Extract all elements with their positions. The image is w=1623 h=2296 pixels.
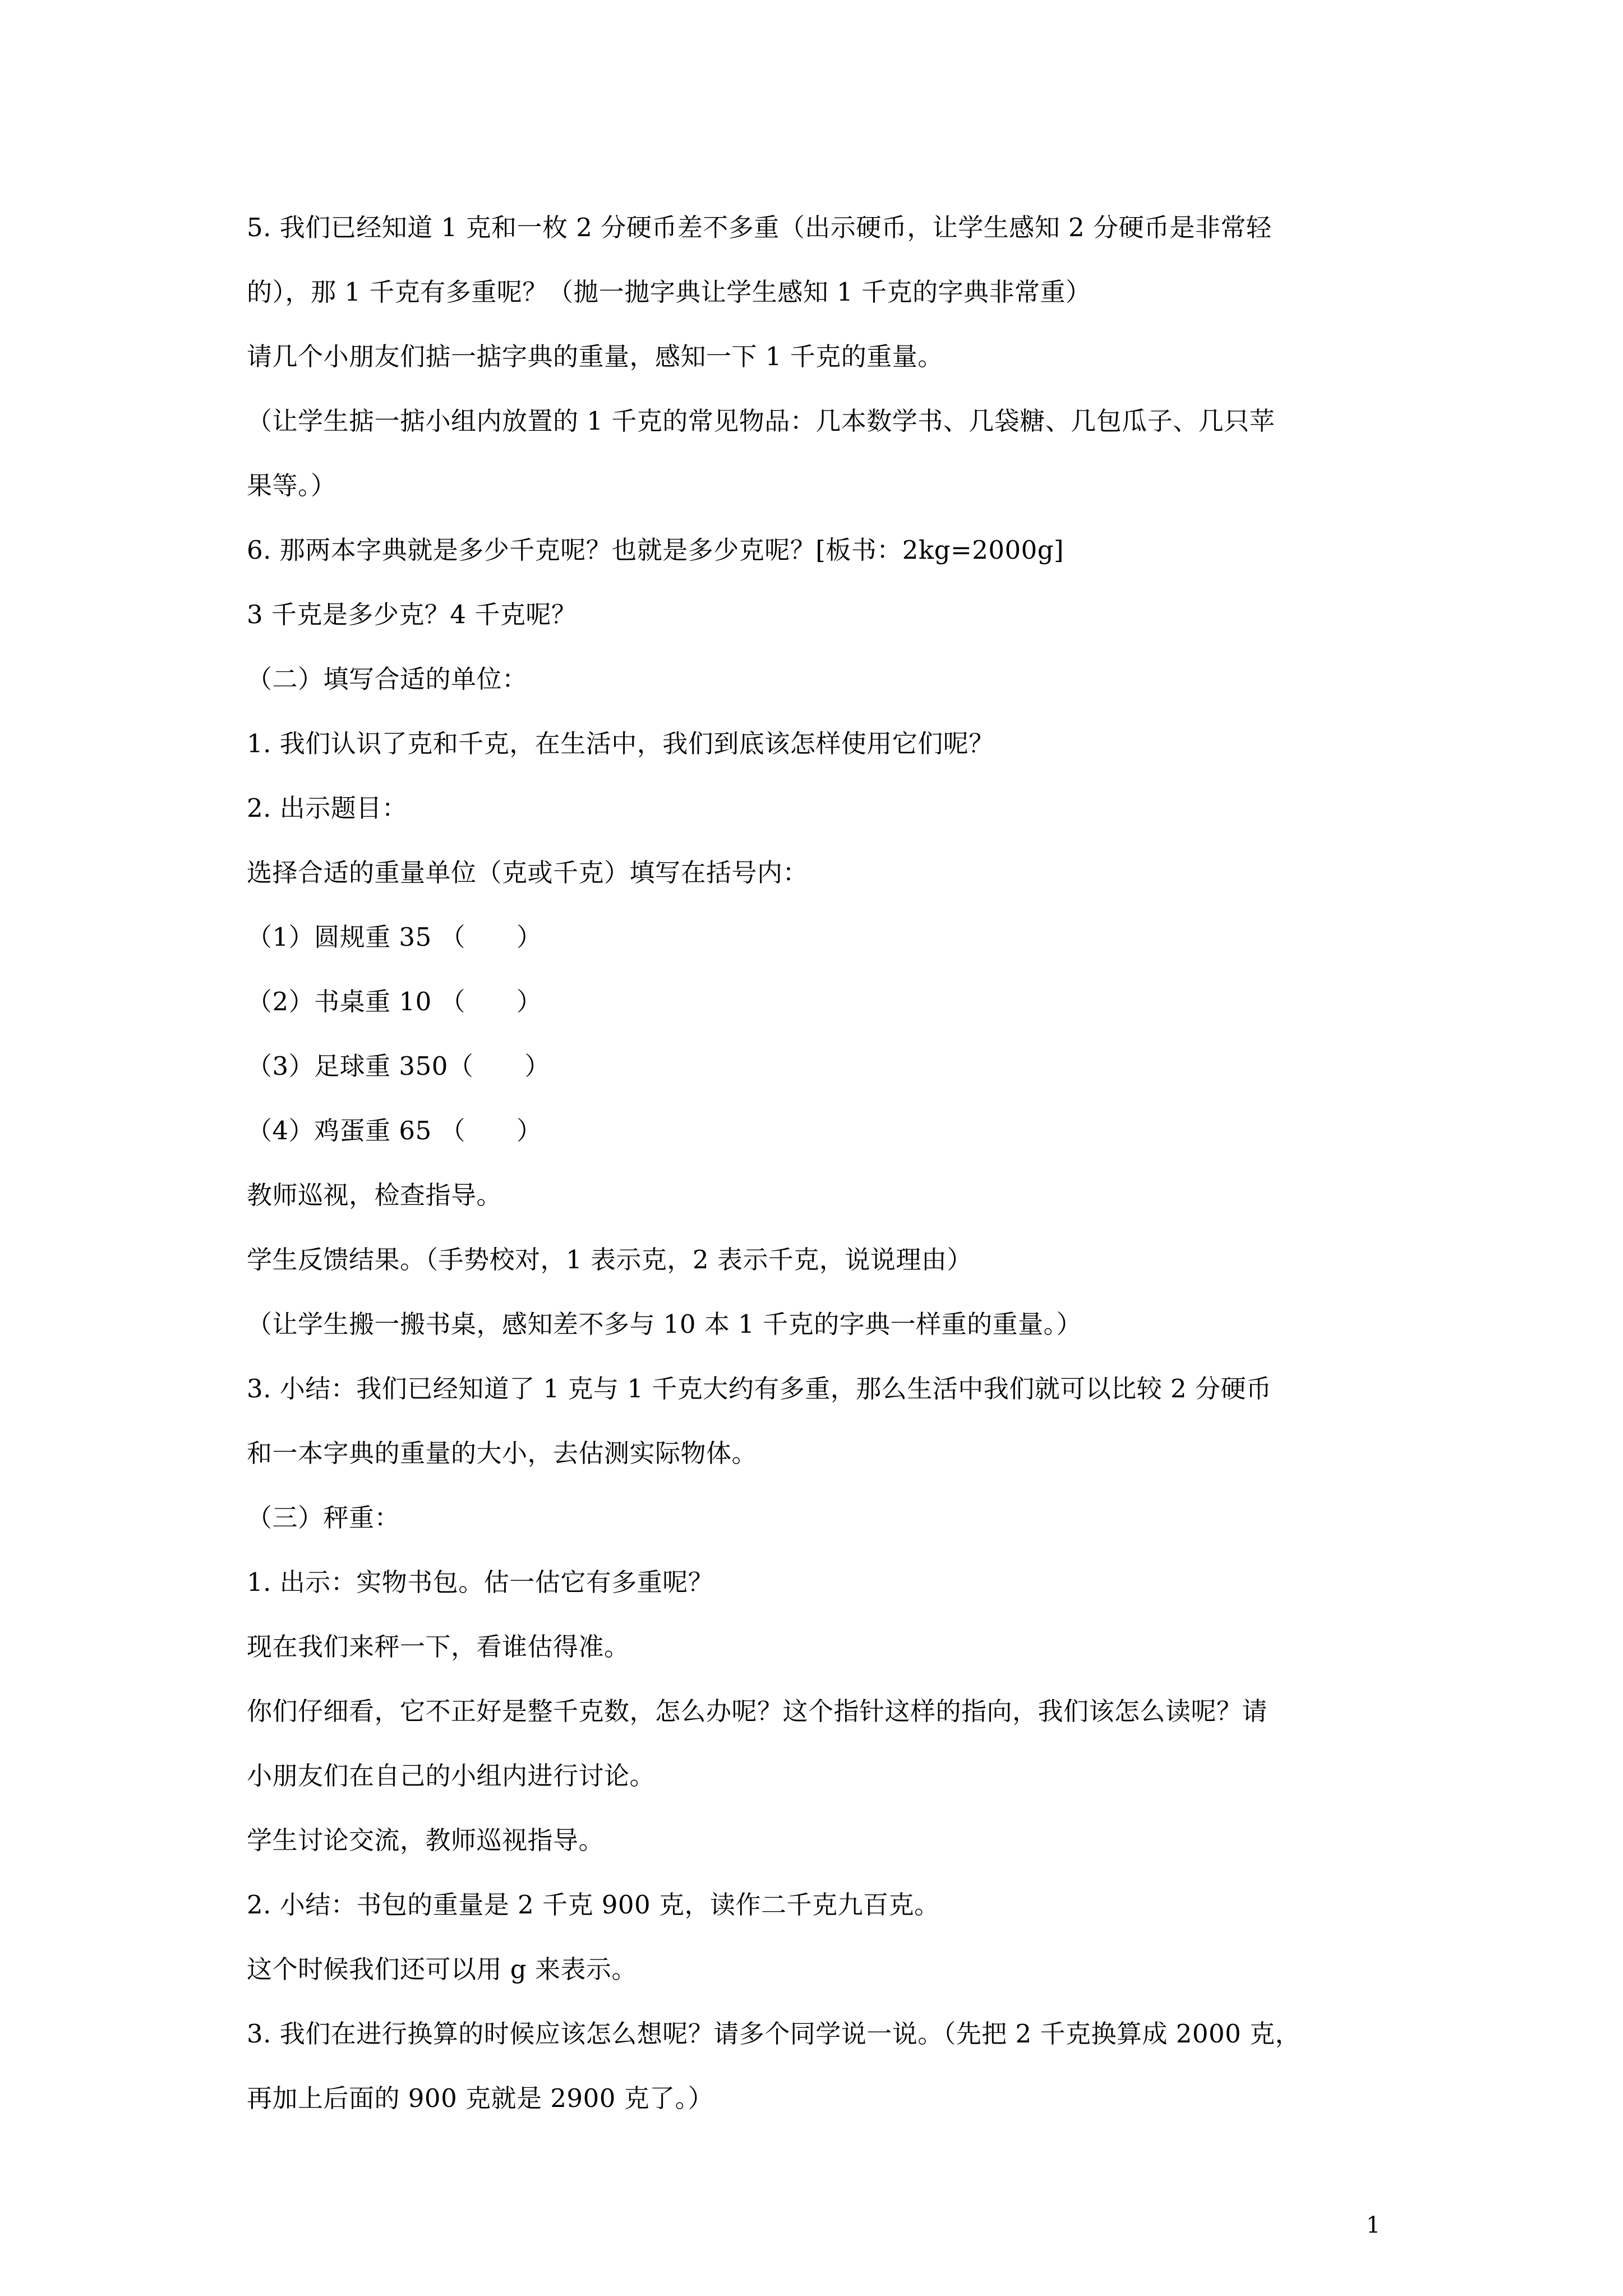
text-line: 学生反馈结果。（手势校对，1 表示克，2 表示千克，说说理由） [247,1245,972,1274]
text-line: 小朋友们在自己的小组内进行讨论。 [247,1761,656,1791]
document-body [247,212,1402,2147]
text-line: 请几个小朋友们掂一掂字典的重量，感知一下 1 千克的重量。 [247,342,943,371]
text-line: （让学生掂一掂小组内放置的 1 千克的常见物品：几本数学书、几袋糖、几包瓜子、几只苹 [247,406,1275,436]
text-line: 现在我们来秤一下，看谁估得准。 [247,1632,630,1662]
text-line: 2. 出示题目： [247,793,408,823]
text-line: 你们仔细看，它不正好是整千克数，怎么办呢？这个指针这样的指向，我们该怎么读呢？请 [247,1696,1268,1726]
exercise-item: （3）足球重 350（ ） [247,1051,550,1081]
text-line: （让学生搬一搬书桌，感知差不多与 10 本 1 千克的字典一样重的重量。） [247,1309,1082,1339]
text-line: 5. 我们已经知道 1 克和一枚 2 分硬币差不多重（出示硬币，让学生感知 2 分硬币是非常轻 [247,213,1272,242]
text-line: 3. 我们在进行换算的时候应该怎么想呢？请多个同学说一说。（先把 2 千克换算成 2000 克， [247,2019,1301,2049]
text-line: 1. 出示：实物书包。估一估它有多重呢？ [247,1567,714,1597]
section-heading: （二）填写合适的单位： [247,664,528,694]
text-line: 学生讨论交流，教师巡视指导。 [247,1825,605,1855]
exercise-item: （4）鸡蛋重 65 （ ） [247,1116,542,1145]
text-line: 选择合适的重量单位（克或千克）填写在括号内： [247,858,809,887]
exercise-item: （2）书桌重 10 （ ） [247,987,542,1016]
text-line: 教师巡视，检查指导。 [247,1180,502,1210]
text-line: 3 千克是多少克？4 千克呢？ [247,600,577,629]
text-line: 3. 小结：我们已经知道了 1 克与 1 千克大约有多重，那么生活中我们就可以比较 2 分硬币 [247,1374,1272,1404]
text-line: 再加上后面的 900 克就是 2900 克了。） [247,2083,714,2113]
text-line: 6. 那两本字典就是多少千克呢？也就是多少克呢？[板书：2kg=2000g] [247,535,1064,565]
section-heading: （三）秤重： [247,1503,400,1533]
exercise-item: （1）圆规重 35 （ ） [247,922,542,952]
text-line: 2. 小结：书包的重量是 2 千克 900 克，读作二千克九百克。 [247,1890,940,1920]
page-number: 1 [1366,2212,1381,2238]
text-line: 这个时候我们还可以用 g 来表示。 [247,1954,637,1984]
text-line: 的），那 1 千克有多重呢？（拋一拋字典让学生感知 1 千克的字典非常重） [247,277,1091,307]
text-line: 果等。） [247,471,336,500]
text-line: 和一本字典的重量的大小，去估测实际物体。 [247,1438,758,1468]
text-line: 1. 我们认识了克和千克，在生活中，我们到底该怎样使用它们呢？ [247,729,994,758]
